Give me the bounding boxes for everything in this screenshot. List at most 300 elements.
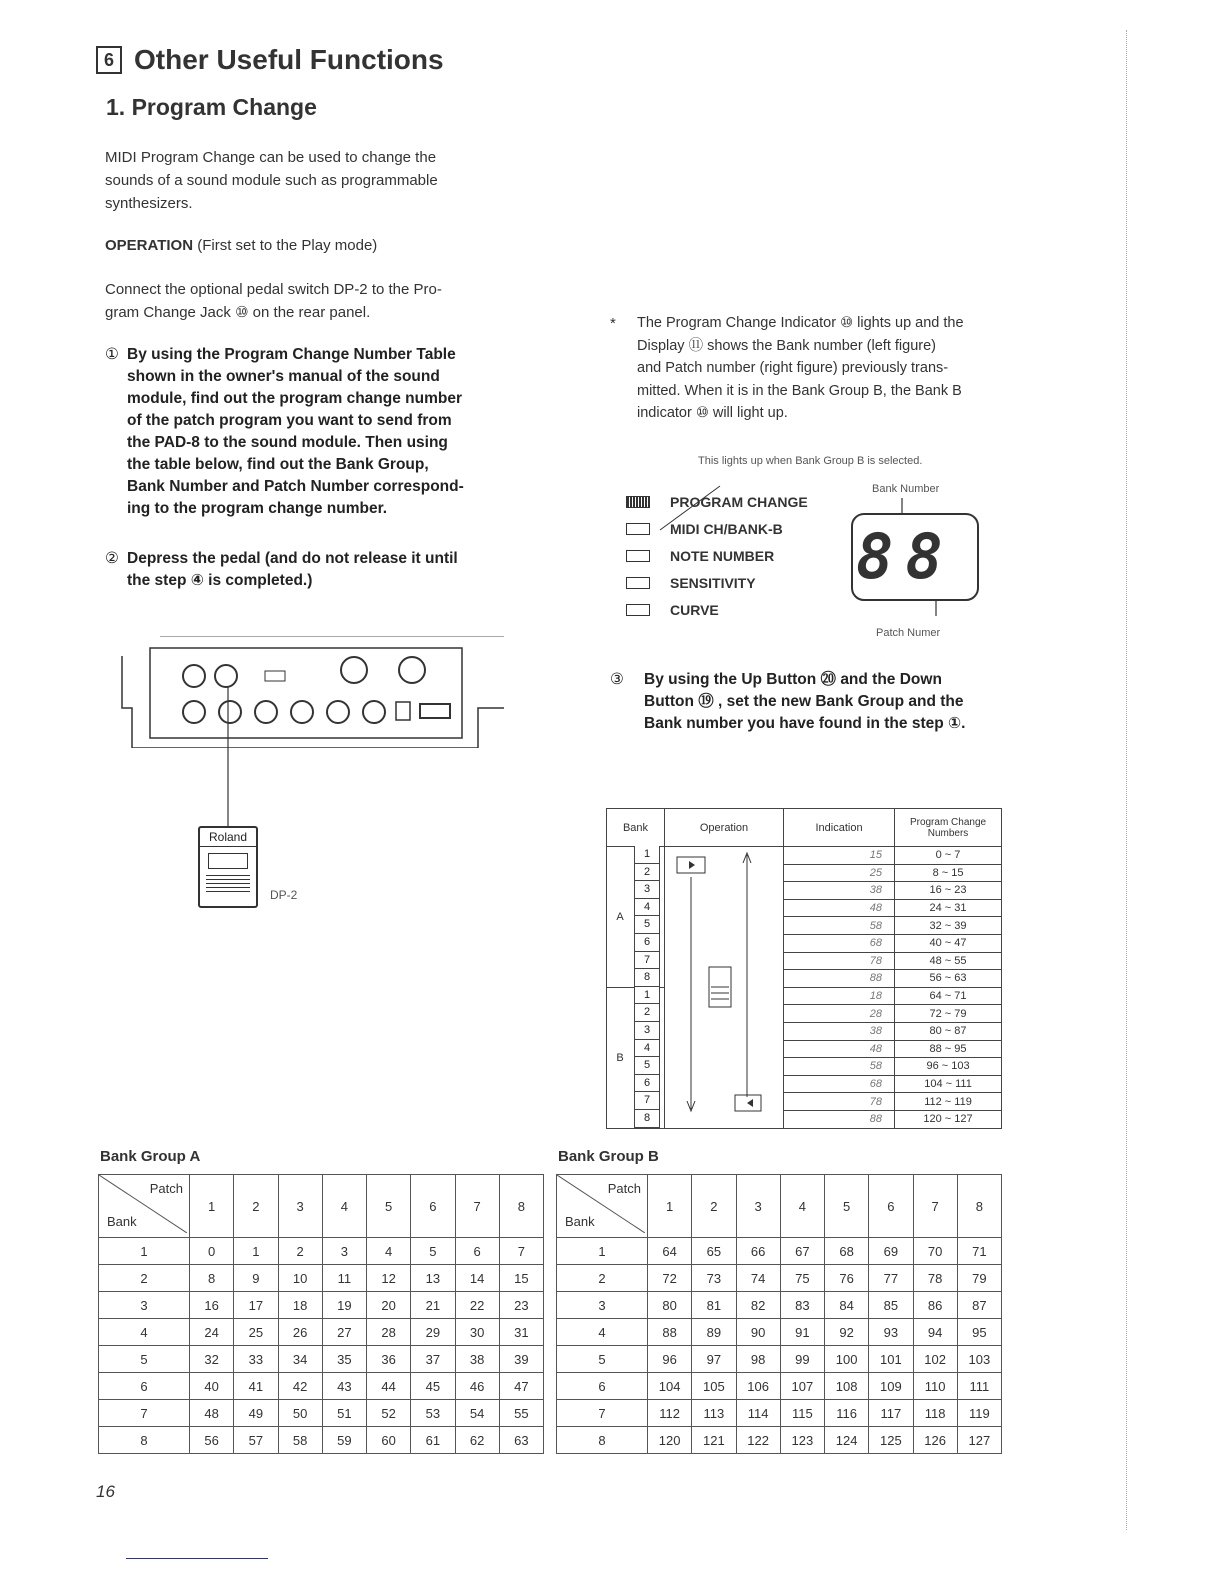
program-number-cell: 58: [278, 1427, 322, 1454]
op-pc-range: 112 ~ 119: [895, 1093, 1002, 1111]
op-bank-number: 2: [634, 864, 660, 882]
program-number-cell: 22: [455, 1292, 499, 1319]
program-number-cell: 32: [190, 1346, 234, 1373]
patch-col-header: 8: [957, 1175, 1001, 1238]
op-bank-number: 7: [634, 952, 660, 970]
patch-col-header: 4: [322, 1175, 366, 1238]
bank-row: [557, 1427, 1002, 1454]
op-indication: 48: [784, 1040, 895, 1058]
op-pc-range: 120 ~ 127: [895, 1110, 1002, 1128]
program-number-cell: 71: [957, 1238, 1001, 1265]
bank-row-header: 2: [557, 1265, 648, 1292]
patch-col-header: 6: [411, 1175, 455, 1238]
step-1-line: By using the Program Change Number Table: [127, 346, 456, 363]
program-number-cell: 97: [692, 1346, 736, 1373]
op-pc-range: 80 ~ 87: [895, 1022, 1002, 1040]
program-number-cell: 84: [825, 1292, 869, 1319]
indicator-lamp: [626, 604, 650, 616]
program-number-cell: 119: [957, 1400, 1001, 1427]
bank-row: [557, 1319, 1002, 1346]
op-pc-range: 72 ~ 79: [895, 1005, 1002, 1023]
note-line: mitted. When it is in the Bank Group B, the Bank B: [637, 382, 962, 399]
program-number-cell: 86: [913, 1292, 957, 1319]
step-3-line: By using the Up Button ⑳ and the Down: [644, 671, 942, 688]
program-number-cell: 60: [367, 1427, 411, 1454]
step-1-line: the table below, find out the Bank Group,: [127, 456, 429, 473]
patch-col-header: 5: [825, 1175, 869, 1238]
program-number-cell: 2: [278, 1238, 322, 1265]
indicator-midi-ch: [626, 521, 783, 537]
program-number-cell: 50: [278, 1400, 322, 1427]
pedal-brand: Roland: [200, 828, 256, 847]
bank-row: [99, 1292, 544, 1319]
pedal-top: [208, 853, 248, 869]
bank-group-a-caption: Bank Group A: [100, 1148, 201, 1165]
bank-row: [557, 1238, 1002, 1265]
program-number-cell: 4: [367, 1238, 411, 1265]
intro-line: MIDI Program Change can be used to change the: [105, 149, 437, 166]
program-number-cell: 73: [692, 1265, 736, 1292]
program-number-cell: 25: [234, 1319, 278, 1346]
program-number-cell: 120: [648, 1427, 692, 1454]
patch-col-header: 2: [692, 1175, 736, 1238]
step-3-line: Bank number you have found in the step ①.: [644, 715, 966, 732]
program-number-cell: 95: [957, 1319, 1001, 1346]
bank-group-a-table: [98, 1174, 544, 1454]
program-number-cell: 125: [869, 1427, 913, 1454]
program-number-cell: 36: [367, 1346, 411, 1373]
program-number-cell: 83: [780, 1292, 824, 1319]
patch-label: Patch: [607, 1181, 641, 1196]
program-number-cell: 43: [322, 1373, 366, 1400]
pedal-cable: [226, 748, 230, 828]
program-number-cell: 42: [278, 1373, 322, 1400]
program-number-cell: 13: [411, 1265, 455, 1292]
program-number-cell: 100: [825, 1346, 869, 1373]
program-number-cell: 118: [913, 1400, 957, 1427]
program-number-cell: 113: [692, 1400, 736, 1427]
bank-group-b-table: [556, 1174, 1002, 1454]
program-number-cell: 64: [648, 1238, 692, 1265]
program-number-cell: 81: [692, 1292, 736, 1319]
program-number-cell: 103: [957, 1346, 1001, 1373]
op-pc-range: 40 ~ 47: [895, 934, 1002, 952]
bank-row: [99, 1427, 544, 1454]
bank-row: [557, 1292, 1002, 1319]
program-number-cell: 6: [455, 1238, 499, 1265]
program-number-cell: 3: [322, 1238, 366, 1265]
subsection-title: 1. Program Change: [106, 94, 317, 120]
rear-panel-illustration: [120, 636, 504, 748]
step-1-line: shown in the owner's manual of the sound: [127, 368, 440, 385]
indicator-note: [637, 312, 1007, 425]
note-line: indicator ⑩ will light up.: [637, 405, 788, 421]
program-number-cell: 65: [692, 1238, 736, 1265]
program-number-cell: 17: [234, 1292, 278, 1319]
program-number-cell: 66: [736, 1238, 780, 1265]
bank-row: [557, 1373, 1002, 1400]
patch-number-label: Patch Numer: [876, 627, 941, 639]
bank-row: [99, 1238, 544, 1265]
program-number-cell: 57: [234, 1427, 278, 1454]
program-number-cell: 44: [367, 1373, 411, 1400]
program-number-cell: 47: [499, 1373, 543, 1400]
op-group-name: B: [616, 1051, 624, 1064]
program-number-cell: 33: [234, 1346, 278, 1373]
operation-arrows: [665, 847, 783, 1117]
op-header-operation: Operation: [665, 809, 784, 847]
program-number-cell: 37: [411, 1346, 455, 1373]
program-number-cell: 90: [736, 1319, 780, 1346]
program-number-cell: 80: [648, 1292, 692, 1319]
program-number-cell: 85: [869, 1292, 913, 1319]
bank-row-header: 1: [557, 1238, 648, 1265]
bank-row-header: 5: [557, 1346, 648, 1373]
op-pc-range: 96 ~ 103: [895, 1058, 1002, 1076]
program-number-cell: 98: [736, 1346, 780, 1373]
program-number-cell: 92: [825, 1319, 869, 1346]
program-number-cell: 0: [190, 1238, 234, 1265]
op-group-name: A: [616, 910, 624, 923]
program-number-cell: 14: [455, 1265, 499, 1292]
program-number-cell: 124: [825, 1427, 869, 1454]
connect-line: gram Change Jack ⑩ on the rear panel.: [105, 304, 371, 321]
patch-col-header: 7: [913, 1175, 957, 1238]
step-3-line: Button ⑲ , set the new Bank Group and the: [644, 693, 964, 710]
op-indication: 78: [784, 1093, 895, 1111]
program-number-cell: 35: [322, 1346, 366, 1373]
patch-col-header: 4: [780, 1175, 824, 1238]
program-number-cell: 18: [278, 1292, 322, 1319]
program-number-cell: 48: [190, 1400, 234, 1427]
op-bank-number: 8: [634, 1110, 660, 1128]
patch-col-header: 5: [367, 1175, 411, 1238]
indicator-label: SENSITIVITY: [670, 575, 756, 591]
bank-row: [557, 1400, 1002, 1427]
bank-header-row: [99, 1175, 544, 1238]
op-indication: 58: [784, 1058, 895, 1076]
program-number-cell: 49: [234, 1400, 278, 1427]
program-number-cell: 59: [322, 1427, 366, 1454]
operation-label: OPERATION: [105, 237, 194, 254]
step-1-line: module, find out the program change number: [127, 390, 462, 407]
bank-row-header: 3: [557, 1292, 648, 1319]
op-indication: 28: [784, 1005, 895, 1023]
program-number-cell: 123: [780, 1427, 824, 1454]
program-number-cell: 109: [869, 1373, 913, 1400]
op-bank-number: 4: [634, 899, 660, 917]
operation-table: [606, 808, 1002, 1129]
op-pc-range: 32 ~ 39: [895, 917, 1002, 935]
program-number-cell: 88: [648, 1319, 692, 1346]
section-number: 6: [96, 46, 122, 74]
step-2-number: ②: [105, 550, 119, 567]
pedal-switch: [198, 826, 258, 908]
op-pc-range: 48 ~ 55: [895, 952, 1002, 970]
program-number-cell: 116: [825, 1400, 869, 1427]
bank-row-header: 5: [99, 1346, 190, 1373]
program-number-cell: 99: [780, 1346, 824, 1373]
op-indication: 15: [784, 847, 895, 865]
led-display: 88: [856, 520, 955, 593]
program-number-cell: 111: [957, 1373, 1001, 1400]
op-indication: 18: [784, 987, 895, 1005]
operation-note: (First set to the Play mode): [197, 237, 378, 254]
program-number-cell: 106: [736, 1373, 780, 1400]
indicator-label: CURVE: [670, 602, 719, 618]
program-number-cell: 53: [411, 1400, 455, 1427]
program-number-cell: 9: [234, 1265, 278, 1292]
program-number-cell: 114: [736, 1400, 780, 1427]
program-number-cell: 27: [322, 1319, 366, 1346]
program-number-cell: 12: [367, 1265, 411, 1292]
bank-row-header: 8: [557, 1427, 648, 1454]
program-number-cell: 115: [780, 1400, 824, 1427]
connect-line: Connect the optional pedal switch DP-2 to the Pro-: [105, 281, 442, 298]
program-number-cell: 34: [278, 1346, 322, 1373]
op-bank-number: 4: [634, 1040, 660, 1058]
program-number-cell: 46: [455, 1373, 499, 1400]
program-number-cell: 10: [278, 1265, 322, 1292]
bank-row-header: 7: [99, 1400, 190, 1427]
program-number-cell: 45: [411, 1373, 455, 1400]
op-indication: 88: [784, 970, 895, 988]
step-1-number: ①: [105, 346, 119, 363]
bank-row: [99, 1346, 544, 1373]
op-indication: 88: [784, 1110, 895, 1128]
op-pc-range: 8 ~ 15: [895, 864, 1002, 882]
footer-rule: [126, 1558, 268, 1559]
patch-col-header: 1: [190, 1175, 234, 1238]
op-bank-number: 6: [634, 934, 660, 952]
program-number-cell: 55: [499, 1400, 543, 1427]
program-number-cell: 121: [692, 1427, 736, 1454]
pedal-grip: [206, 875, 250, 895]
rear-panel-drawing: [120, 636, 504, 748]
program-number-cell: 62: [455, 1427, 499, 1454]
program-number-cell: 61: [411, 1427, 455, 1454]
program-number-cell: 94: [913, 1319, 957, 1346]
program-number-cell: 74: [736, 1265, 780, 1292]
bank-row-header: 7: [557, 1400, 648, 1427]
program-number-cell: 26: [278, 1319, 322, 1346]
bank-row: [99, 1319, 544, 1346]
indicator-lamp: [626, 550, 650, 562]
bank-row-header: 1: [99, 1238, 190, 1265]
program-number-cell: 122: [736, 1427, 780, 1454]
step-3: [610, 669, 1014, 735]
op-header-pc-numbers: Program Change Numbers: [895, 809, 1002, 847]
step-1-line: ing to the program change number.: [127, 500, 388, 517]
bank-number-label: Bank Number: [872, 483, 940, 495]
indicator-lamp: [626, 577, 650, 589]
program-number-cell: 91: [780, 1319, 824, 1346]
bank-row-header: 4: [557, 1319, 648, 1346]
program-number-cell: 56: [190, 1427, 234, 1454]
operation-line: [105, 234, 377, 257]
program-number-cell: 51: [322, 1400, 366, 1427]
op-pc-range: 16 ~ 23: [895, 882, 1002, 900]
program-number-cell: 70: [913, 1238, 957, 1265]
bank-row: [99, 1400, 544, 1427]
op-indication: 38: [784, 1022, 895, 1040]
program-number-cell: 93: [869, 1319, 913, 1346]
program-number-cell: 21: [411, 1292, 455, 1319]
op-bank-number: 1: [634, 846, 660, 864]
op-bank-number: 3: [634, 1022, 660, 1040]
bank-row-header: 3: [99, 1292, 190, 1319]
program-number-cell: 82: [736, 1292, 780, 1319]
bank-row-header: 6: [99, 1373, 190, 1400]
program-number-cell: 89: [692, 1319, 736, 1346]
program-number-cell: 108: [825, 1373, 869, 1400]
indicator-label: NOTE NUMBER: [670, 548, 775, 564]
program-number-cell: 39: [499, 1346, 543, 1373]
step-2-line: the step ④ is completed.): [127, 572, 313, 589]
program-number-cell: 63: [499, 1427, 543, 1454]
op-pc-range: 88 ~ 95: [895, 1040, 1002, 1058]
program-number-cell: 28: [367, 1319, 411, 1346]
op-header-bank: Bank: [607, 809, 665, 847]
op-bank-number: 1: [634, 987, 660, 1005]
op-table-row: [607, 847, 1002, 865]
program-number-cell: 76: [825, 1265, 869, 1292]
op-pc-range: 64 ~ 71: [895, 987, 1002, 1005]
program-number-cell: 54: [455, 1400, 499, 1427]
program-number-cell: 24: [190, 1319, 234, 1346]
intro-paragraph: [105, 146, 438, 215]
op-bank-number: 3: [634, 881, 660, 899]
op-pc-range: 0 ~ 7: [895, 847, 1002, 865]
program-number-cell: 8: [190, 1265, 234, 1292]
program-number-cell: 31: [499, 1319, 543, 1346]
op-indication: 58: [784, 917, 895, 935]
program-number-cell: 75: [780, 1265, 824, 1292]
program-number-cell: 67: [780, 1238, 824, 1265]
op-pc-range: 24 ~ 31: [895, 899, 1002, 917]
note-star: *: [610, 315, 616, 332]
up-button-icon: [689, 861, 695, 869]
program-number-cell: 87: [957, 1292, 1001, 1319]
patch-col-header: 3: [736, 1175, 780, 1238]
program-number-cell: 117: [869, 1400, 913, 1427]
op-bank-numbers: [634, 846, 660, 1128]
op-indication: 38: [784, 882, 895, 900]
bank-row: [557, 1346, 1002, 1373]
intro-line: synthesizers.: [105, 195, 193, 212]
step-2-line: Depress the pedal (and do not release it until: [127, 550, 458, 567]
program-number-cell: 110: [913, 1373, 957, 1400]
program-number-cell: 96: [648, 1346, 692, 1373]
op-pc-range: 56 ~ 63: [895, 970, 1002, 988]
program-number-cell: 107: [780, 1373, 824, 1400]
step-1-line: the PAD-8 to the sound module. Then using: [127, 434, 448, 451]
program-number-cell: 15: [499, 1265, 543, 1292]
step-3-number: ③: [610, 671, 624, 688]
bank-group-b-caption: Bank Group B: [558, 1148, 659, 1165]
indicator-label: PROGRAM CHANGE: [670, 494, 808, 510]
op-bank-number: 7: [634, 1092, 660, 1110]
op-bank-number: 6: [634, 1075, 660, 1093]
bank-row-header: 8: [99, 1427, 190, 1454]
program-number-cell: 105: [692, 1373, 736, 1400]
note-line: and Patch number (right figure) previously trans-: [637, 360, 949, 376]
op-indication: 25: [784, 864, 895, 882]
down-button-icon: [747, 1099, 753, 1107]
program-number-cell: 79: [957, 1265, 1001, 1292]
patch-col-header: 1: [648, 1175, 692, 1238]
program-number-cell: 77: [869, 1265, 913, 1292]
bank-row: [99, 1265, 544, 1292]
indicator-label: MIDI CH/BANK-B: [670, 521, 783, 537]
bank-row-header: 2: [99, 1265, 190, 1292]
indicator-sensitivity: [626, 575, 756, 591]
program-number-cell: 7: [499, 1238, 543, 1265]
indicator-lamp-lit: [626, 496, 650, 508]
bank-row: [99, 1373, 544, 1400]
program-number-cell: 19: [322, 1292, 366, 1319]
program-number-cell: 127: [957, 1427, 1001, 1454]
note-line: Display ⑪ shows the Bank number (left figure): [637, 337, 936, 354]
patch-col-header: 8: [499, 1175, 543, 1238]
step-1-line: of the patch program you want to send from: [127, 412, 452, 429]
bank-corner-cell: [557, 1175, 648, 1238]
op-indication: 78: [784, 952, 895, 970]
patch-col-header: 6: [869, 1175, 913, 1238]
bank-label: Bank: [107, 1214, 137, 1229]
op-bank-number: 5: [634, 916, 660, 934]
step-2: [105, 548, 497, 592]
program-number-cell: 1: [234, 1238, 278, 1265]
program-number-cell: 40: [190, 1373, 234, 1400]
intro-line: sounds of a sound module such as programmable: [105, 172, 438, 189]
program-number-cell: 102: [913, 1346, 957, 1373]
figure-caption: This lights up when Bank Group B is selected.: [698, 455, 923, 467]
program-number-cell: 104: [648, 1373, 692, 1400]
program-number-cell: 69: [869, 1238, 913, 1265]
op-header-indication: Indication: [784, 809, 895, 847]
connect-paragraph: [105, 278, 442, 324]
op-bank-number: 2: [634, 1004, 660, 1022]
program-number-cell: 68: [825, 1238, 869, 1265]
indicator-program-change: [626, 494, 808, 510]
indicator-lamp: [626, 523, 650, 535]
bank-corner-cell: [99, 1175, 190, 1238]
bank-row-header: 4: [99, 1319, 190, 1346]
indicator-note-number: [626, 548, 774, 564]
step-1: [105, 344, 497, 520]
indicator-curve: [626, 602, 719, 618]
note-line: The Program Change Indicator ⑩ lights up and the: [637, 315, 964, 331]
program-number-cell: 101: [869, 1346, 913, 1373]
program-number-cell: 112: [648, 1400, 692, 1427]
bank-row-header: 6: [557, 1373, 648, 1400]
page-number: 16: [96, 1482, 115, 1501]
program-number-cell: 72: [648, 1265, 692, 1292]
program-number-cell: 52: [367, 1400, 411, 1427]
patch-col-header: 2: [234, 1175, 278, 1238]
step-1-line: Bank Number and Patch Number correspond-: [127, 478, 464, 495]
op-indication: 68: [784, 1075, 895, 1093]
program-number-cell: 29: [411, 1319, 455, 1346]
op-bank-number: 5: [634, 1057, 660, 1075]
bank-label: Bank: [565, 1214, 595, 1229]
program-number-cell: 38: [455, 1346, 499, 1373]
program-number-cell: 126: [913, 1427, 957, 1454]
bank-row: [557, 1265, 1002, 1292]
op-bank-number: 8: [634, 969, 660, 987]
patch-col-header: 3: [278, 1175, 322, 1238]
